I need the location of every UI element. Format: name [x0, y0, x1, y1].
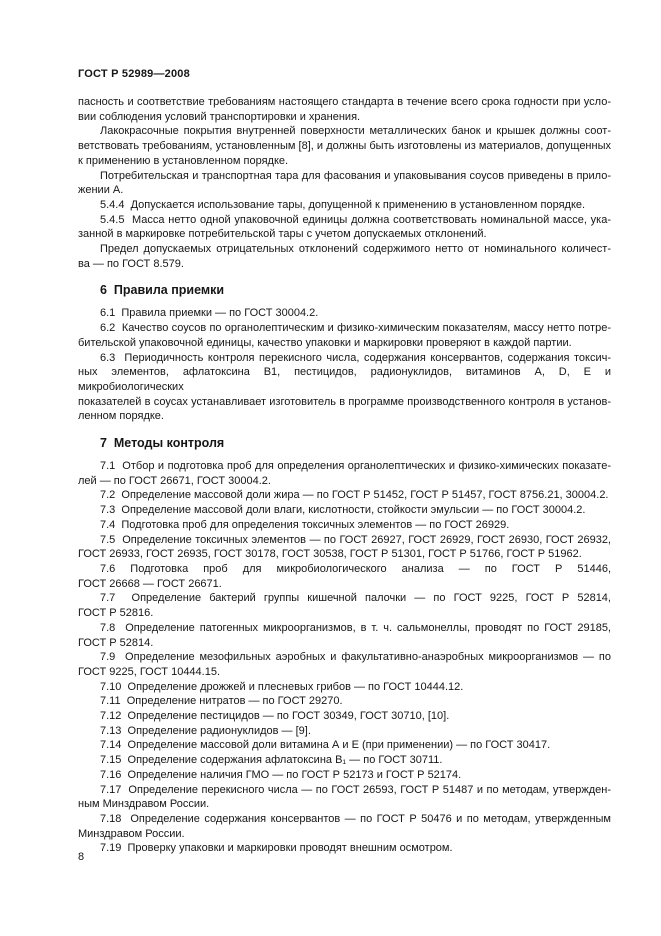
text-line: ветствовать требованиям, установленным [8], и должны быть изготовлены из материалов, допущенных [78, 140, 611, 153]
text-line: ва — по ГОСТ 8.579. [78, 257, 184, 270]
text-line: 7.10 Определение дрожжей и плесневых грибов — по ГОСТ 10444.12. [100, 680, 464, 693]
document-body [78, 95, 611, 856]
text-line: 7.2 Определение массовой доли жира — по ГОСТ Р 51452, ГОСТ Р 51457, ГОСТ 8756.21, 30004.2. [100, 489, 609, 502]
paragraph [78, 768, 611, 783]
text-line: 7.9 Определение мезофильных аэробных и факультативно-анаэробных микроорганизмов — по [100, 651, 611, 664]
text-line: к применению в установленном порядке. [78, 154, 289, 167]
paragraph [78, 694, 611, 709]
paragraph [78, 621, 611, 650]
paragraph [78, 753, 611, 768]
text-line: Предел допускаемых отрицательных отклонений содержимого нетто от номинального количест- [100, 243, 611, 256]
text-line: 7.14 Определение массовой доли витамина А и Е (при применении) — по ГОСТ 30417. [100, 739, 551, 752]
text-line: ленном порядке. [78, 410, 164, 423]
text-line: пасность и соответствие требованиям настоящего стандарта в течение всего срока годности при усло- [78, 96, 611, 108]
paragraph [78, 680, 611, 695]
text-line: ГОСТ 26933, ГОСТ 26935, ГОСТ 30178, ГОСТ 30538, ГОСТ Р 51301, ГОСТ Р 51766, ГОСТ Р 51962. [78, 548, 582, 561]
text-line: вии соблюдения условий транспортировки и хранения. [78, 110, 361, 123]
paragraph [78, 213, 611, 242]
text-line: Лакокрасочные покрытия внутренней поверхности металлических банок и крышек должны соот- [100, 125, 611, 138]
text-line: жении А. [78, 184, 124, 197]
text-line: 7.7 Определение бактерий группы кишечной палочки — по ГОСТ 9225, ГОСТ Р 52814, [100, 592, 611, 605]
paragraph [78, 488, 611, 503]
paragraph [78, 518, 611, 533]
paragraph [78, 351, 611, 425]
text-line: 7.8 Определение патогенных микроорганизмов, в т. ч. сальмонеллы, проводят по ГОСТ 29185, [100, 621, 611, 634]
text-line: бительской упаковочной единицы, качество упаковки и маркировки проверяют в каждой партии. [78, 336, 572, 349]
text-line: 7.15 Определение содержания афлатоксина В₁ — по ГОСТ 30711. [100, 754, 443, 767]
text-line: 7.3 Определение массовой доли влаги, кислотности, стойкости эмульсии — по ГОСТ 30004.2. [100, 504, 586, 517]
text-line: 6.1 Правила приемки — по ГОСТ 30004.2. [100, 307, 319, 320]
paragraph [78, 650, 611, 679]
paragraph [78, 198, 611, 213]
paragraph [78, 459, 611, 488]
text-line: 7.4 Подготовка проб для определения токсичных элементов — по ГОСТ 26929. [100, 518, 510, 531]
text-line: 6.3 Периодичность контроля перекисного числа, содержания консервантов, содержания токсич- [100, 351, 611, 364]
text-line: 7.11 Определение нитратов — по ГОСТ 29270. [100, 695, 343, 708]
section-heading: 6 Правила приемки [100, 283, 225, 298]
text-line: 7.16 Определение наличия ГМО — по ГОСТ Р 52173 и ГОСТ Р 52174. [100, 768, 462, 781]
paragraph [78, 724, 611, 739]
paragraph [78, 841, 611, 856]
text-line: лей — по ГОСТ 26671, ГОСТ 30004.2. [78, 474, 271, 487]
paragraph [78, 738, 611, 753]
text-line: 7.12 Определение пестицидов — по ГОСТ 30349, ГОСТ 30710, [10]. [100, 710, 450, 723]
text-line: 7.18 Определение содержания консервантов — по ГОСТ Р 50476 и по методам, утвержденным [100, 812, 611, 825]
text-line: ГОСТ Р 52816. [78, 607, 154, 620]
paragraph [78, 591, 611, 620]
text-line: 7.13 Определение радионуклидов — [9]. [100, 724, 311, 737]
paragraph [78, 562, 611, 591]
paragraph [78, 321, 611, 350]
page-number: 8 [78, 851, 85, 863]
section-heading: 7 Методы контроля [100, 436, 225, 451]
text-line: 7.6 Подготовка проб для микробиологического анализа — по ГОСТ Р 51446, [100, 562, 611, 575]
text-line: 7.17 Определение перекисного числа — по ГОСТ 26593, ГОСТ Р 51487 и по методам, утвержден- [100, 783, 611, 796]
paragraph [78, 124, 611, 168]
text-line: ГОСТ 26668 — ГОСТ 26671. [78, 577, 222, 590]
text-line: ГОСТ Р 52814. [78, 636, 154, 649]
text-line: ных элементов, афлатоксина В1, пестицидов, радионуклидов, витаминов А, D, Е и микробиологических [78, 366, 611, 393]
text-line: 6.2 Качество соусов по органолептическим и физико-химическим показателям, массу нетто потре- [100, 322, 611, 335]
document-header: ГОСТ Р 52989—2008 [78, 68, 190, 80]
paragraph [78, 95, 611, 124]
text-line: 7.5 Определение токсичных элементов — по ГОСТ 26927, ГОСТ 26929, ГОСТ 26930, ГОСТ 26932, [100, 533, 611, 546]
paragraph [78, 533, 611, 562]
paragraph [78, 503, 611, 518]
text-line: Потребительская и транспортная тара для фасования и упаковывания соусов приведены в прило- [100, 169, 611, 182]
text-line: занной в маркировке потребительской тары с учетом допускаемых отклонений. [78, 228, 487, 241]
paragraph [78, 242, 611, 271]
text-line: ГОСТ 9225, ГОСТ 10444.15. [78, 665, 221, 678]
text-line: 5.4.5 Масса нетто одной упаковочной единицы должна соответствовать номинальной массе, ука- [100, 213, 611, 226]
text-line: ным Минздравом России. [78, 798, 210, 811]
paragraph [78, 783, 611, 812]
paragraph [78, 169, 611, 198]
text-line: 5.4.4 Допускается использование тары, допущенной к применению в установленном порядке. [100, 198, 586, 211]
paragraph [78, 709, 611, 724]
text-line: показателей в соусах устанавливает изготовитель в программе производственного контроля в установ- [78, 395, 611, 408]
text-line: 7.1 Отбор и подготовка проб для определения органолептических и физико-химических показате- [100, 460, 611, 473]
text-line: Минздравом России. [78, 827, 185, 840]
paragraph [78, 812, 611, 841]
text-line: 7.19 Проверку упаковки и маркировки проводят внешним осмотром. [100, 842, 453, 855]
paragraph [78, 306, 611, 321]
